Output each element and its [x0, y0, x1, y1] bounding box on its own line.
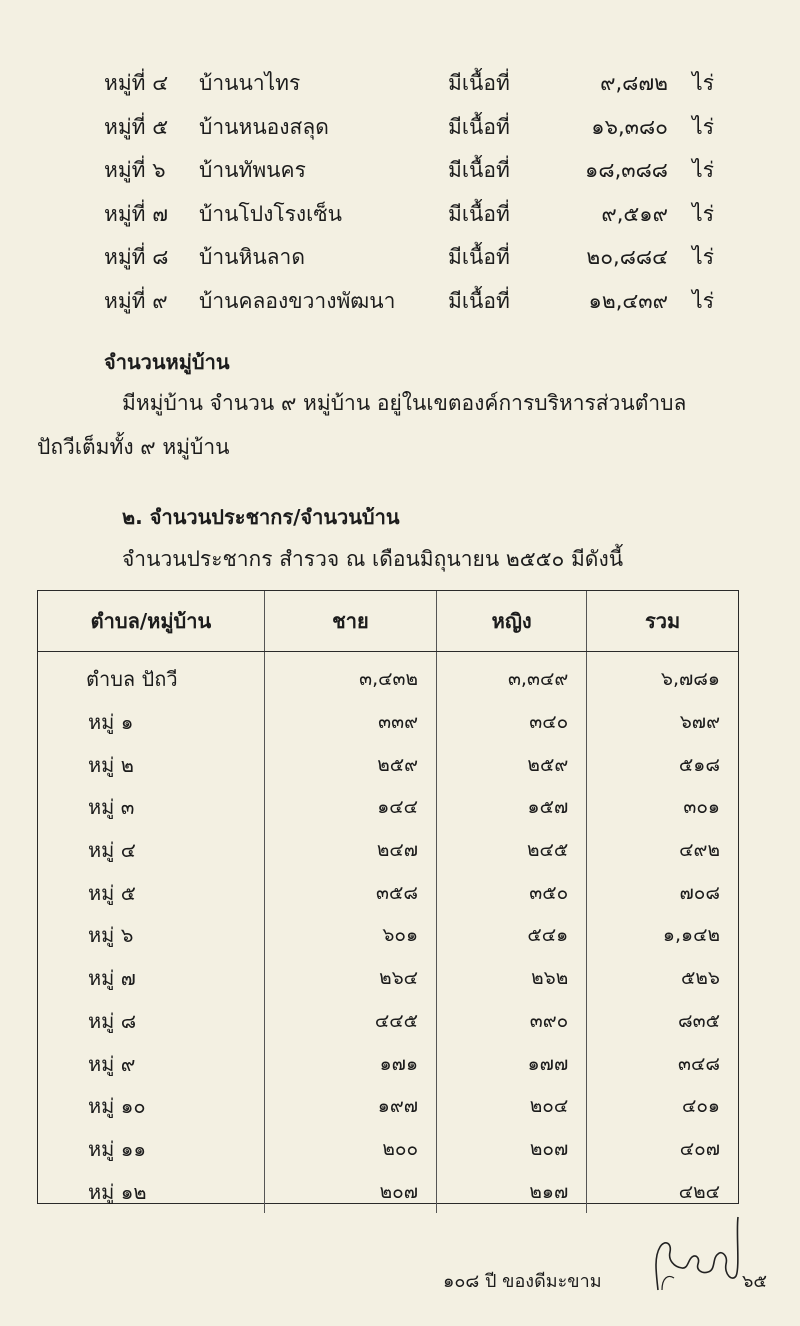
cell-total: ๓๐๑	[587, 786, 738, 829]
area-label: มีเนื้อที่	[448, 114, 510, 139]
table-row	[38, 957, 738, 1000]
area-label: มีเนื้อที่	[448, 201, 510, 226]
village-name: บ้านหินลาด	[199, 245, 305, 269]
table-header-row	[38, 591, 738, 652]
cell-village: หมู่ ๒	[88, 752, 134, 777]
cell-total: ๖,๗๘๑	[587, 652, 738, 701]
cell-male: ๖๐๑	[264, 914, 436, 957]
village-area-row	[104, 280, 714, 324]
cell-female: ๑๗๗	[437, 1042, 587, 1085]
area-label: มีเนื้อที่	[448, 245, 510, 269]
cell-total: ๔๐๗	[587, 1128, 738, 1171]
cell-female: ๒๕๙	[437, 743, 587, 786]
village-number: หมู่ที่ ๙	[104, 288, 168, 313]
cell-village: หมู่ ๔	[88, 838, 136, 863]
area-value: ๙,๕๑๙	[601, 201, 668, 226]
village-area-row	[104, 193, 714, 237]
area-unit: ไร่	[692, 71, 714, 95]
cell-total: ๖๗๙	[587, 701, 738, 744]
table-row	[38, 1128, 738, 1171]
village-name: บ้านโปงโรงเซ็น	[199, 201, 342, 226]
village-area-row	[104, 62, 714, 106]
table-row	[38, 1000, 738, 1043]
footer-book-title: ๑๐๘ ปี ของดีมะขาม	[443, 1271, 602, 1292]
cell-village: หมู่ ๑๒	[88, 1179, 147, 1204]
cell-total: ๔๒๔	[587, 1170, 738, 1213]
area-value: ๒๐,๘๘๔	[586, 245, 668, 269]
cell-male: ๓๓๙	[264, 701, 436, 744]
cell-village: หมู่ ๘	[88, 1008, 137, 1033]
table-row	[38, 914, 738, 957]
page-number: ๖๕	[742, 1271, 768, 1292]
table-row	[38, 871, 738, 914]
area-label: มีเนื้อที่	[448, 288, 510, 313]
cell-male: ๒๕๙	[264, 743, 436, 786]
table-row	[38, 1042, 738, 1085]
village-count-line1: มีหมู่บ้าน จำนวน ๙ หมู่บ้าน อยู่ในเขตองค์การบริหารส่วนตำบล	[122, 391, 687, 415]
area-value: ๙,๘๗๒	[600, 71, 668, 95]
cell-male: ๑๔๔	[264, 786, 436, 829]
cell-village: หมู่ ๙	[88, 1051, 136, 1076]
cell-village: หมู่ ๑	[88, 710, 134, 735]
header-total: รวม	[587, 591, 738, 652]
village-name: บ้านคลองขวางพัฒนา	[199, 288, 396, 313]
cell-female: ๓๔๐	[437, 701, 587, 744]
header-female: หญิง	[437, 591, 587, 652]
cell-male: ๒๐๐	[264, 1128, 436, 1171]
cell-village: หมู่ ๕	[88, 880, 136, 905]
cell-female: ๒๖๒	[437, 957, 587, 1000]
cell-total: ๔๙๒	[587, 829, 738, 872]
cell-female: ๓๙๐	[437, 1000, 587, 1043]
cell-female: ๒๐๗	[437, 1128, 587, 1171]
cell-male: ๑๗๑	[264, 1042, 436, 1085]
table-row	[38, 829, 738, 872]
cell-male: ๓,๔๓๒	[264, 652, 436, 701]
area-unit: ไร่	[692, 288, 714, 313]
area-unit: ไร่	[692, 245, 714, 269]
population-intro: จำนวนประชากร สำรวจ ณ เดือนมิถุนายน ๒๕๕๐ มีดังนี้	[122, 547, 624, 571]
header-male: ชาย	[264, 591, 436, 652]
cell-female: ๒๐๔	[437, 1085, 587, 1128]
village-number: หมู่ที่ ๖	[104, 158, 166, 182]
cell-female: ๒๑๗	[437, 1170, 587, 1213]
cell-male: ๔๔๕	[264, 1000, 436, 1043]
cell-total: ๗๐๘	[587, 871, 738, 914]
village-number: หมู่ที่ ๔	[104, 71, 169, 95]
area-value: ๑๘,๓๘๘	[585, 158, 668, 182]
village-area-row	[104, 149, 714, 193]
table-row	[38, 1170, 738, 1213]
village-area-list	[104, 62, 714, 323]
village-number: หมู่ที่ ๕	[104, 114, 169, 139]
cell-total: ๑,๑๔๒	[587, 914, 738, 957]
village-count-line2: ปัถวีเต็มทั้ง ๙ หมู่บ้าน	[37, 435, 230, 459]
header-village: ตำบล/หมู่บ้าน	[38, 591, 264, 652]
area-unit: ไร่	[692, 114, 714, 139]
hand-drawn-logo-icon	[648, 1212, 748, 1292]
village-area-row	[104, 106, 714, 150]
village-name: บ้านนาไทร	[199, 71, 301, 95]
cell-total: ๓๔๘	[587, 1042, 738, 1085]
cell-village: หมู่ ๑๑	[88, 1136, 147, 1161]
population-table	[37, 590, 739, 1204]
village-count-heading: จำนวนหมู่บ้าน	[104, 350, 230, 374]
area-label: มีเนื้อที่	[448, 158, 510, 182]
table-row	[38, 743, 738, 786]
table-row	[38, 1085, 738, 1128]
table-row	[38, 652, 738, 701]
cell-village: หมู่ ๗	[88, 966, 136, 991]
cell-female: ๕๔๑	[437, 914, 587, 957]
village-area-row	[104, 236, 714, 280]
village-number: หมู่ที่ ๗	[104, 201, 168, 226]
cell-male: ๒๔๗	[264, 829, 436, 872]
area-unit: ไร่	[692, 201, 714, 226]
village-name: บ้านหนองสลุด	[199, 114, 329, 139]
cell-female: ๒๔๕	[437, 829, 587, 872]
village-number: หมู่ที่ ๘	[104, 245, 169, 269]
cell-male: ๒๐๗	[264, 1170, 436, 1213]
cell-total: ๔๐๑	[587, 1085, 738, 1128]
area-value: ๑๖,๓๘๐	[591, 114, 668, 139]
population-heading: ๒. จำนวนประชากร/จำนวนบ้าน	[122, 505, 400, 529]
area-unit: ไร่	[692, 158, 714, 182]
table-row	[38, 701, 738, 744]
area-label: มีเนื้อที่	[448, 71, 510, 95]
cell-total: ๕๑๘	[587, 743, 738, 786]
cell-village: หมู่ ๓	[88, 795, 135, 820]
cell-village: ตำบล ปัถวี	[86, 667, 178, 692]
village-name: บ้านทัพนคร	[199, 158, 306, 182]
area-value: ๑๒,๔๓๙	[588, 288, 668, 313]
cell-female: ๓๕๐	[437, 871, 587, 914]
cell-total: ๕๒๖	[587, 957, 738, 1000]
cell-male: ๒๖๔	[264, 957, 436, 1000]
cell-total: ๘๓๕	[587, 1000, 738, 1043]
table-row	[38, 786, 738, 829]
cell-female: ๓,๓๔๙	[437, 652, 587, 701]
cell-female: ๑๕๗	[437, 786, 587, 829]
cell-village: หมู่ ๑๐	[88, 1094, 146, 1119]
cell-male: ๓๕๘	[264, 871, 436, 914]
cell-male: ๑๙๗	[264, 1085, 436, 1128]
cell-village: หมู่ ๖	[88, 923, 134, 948]
